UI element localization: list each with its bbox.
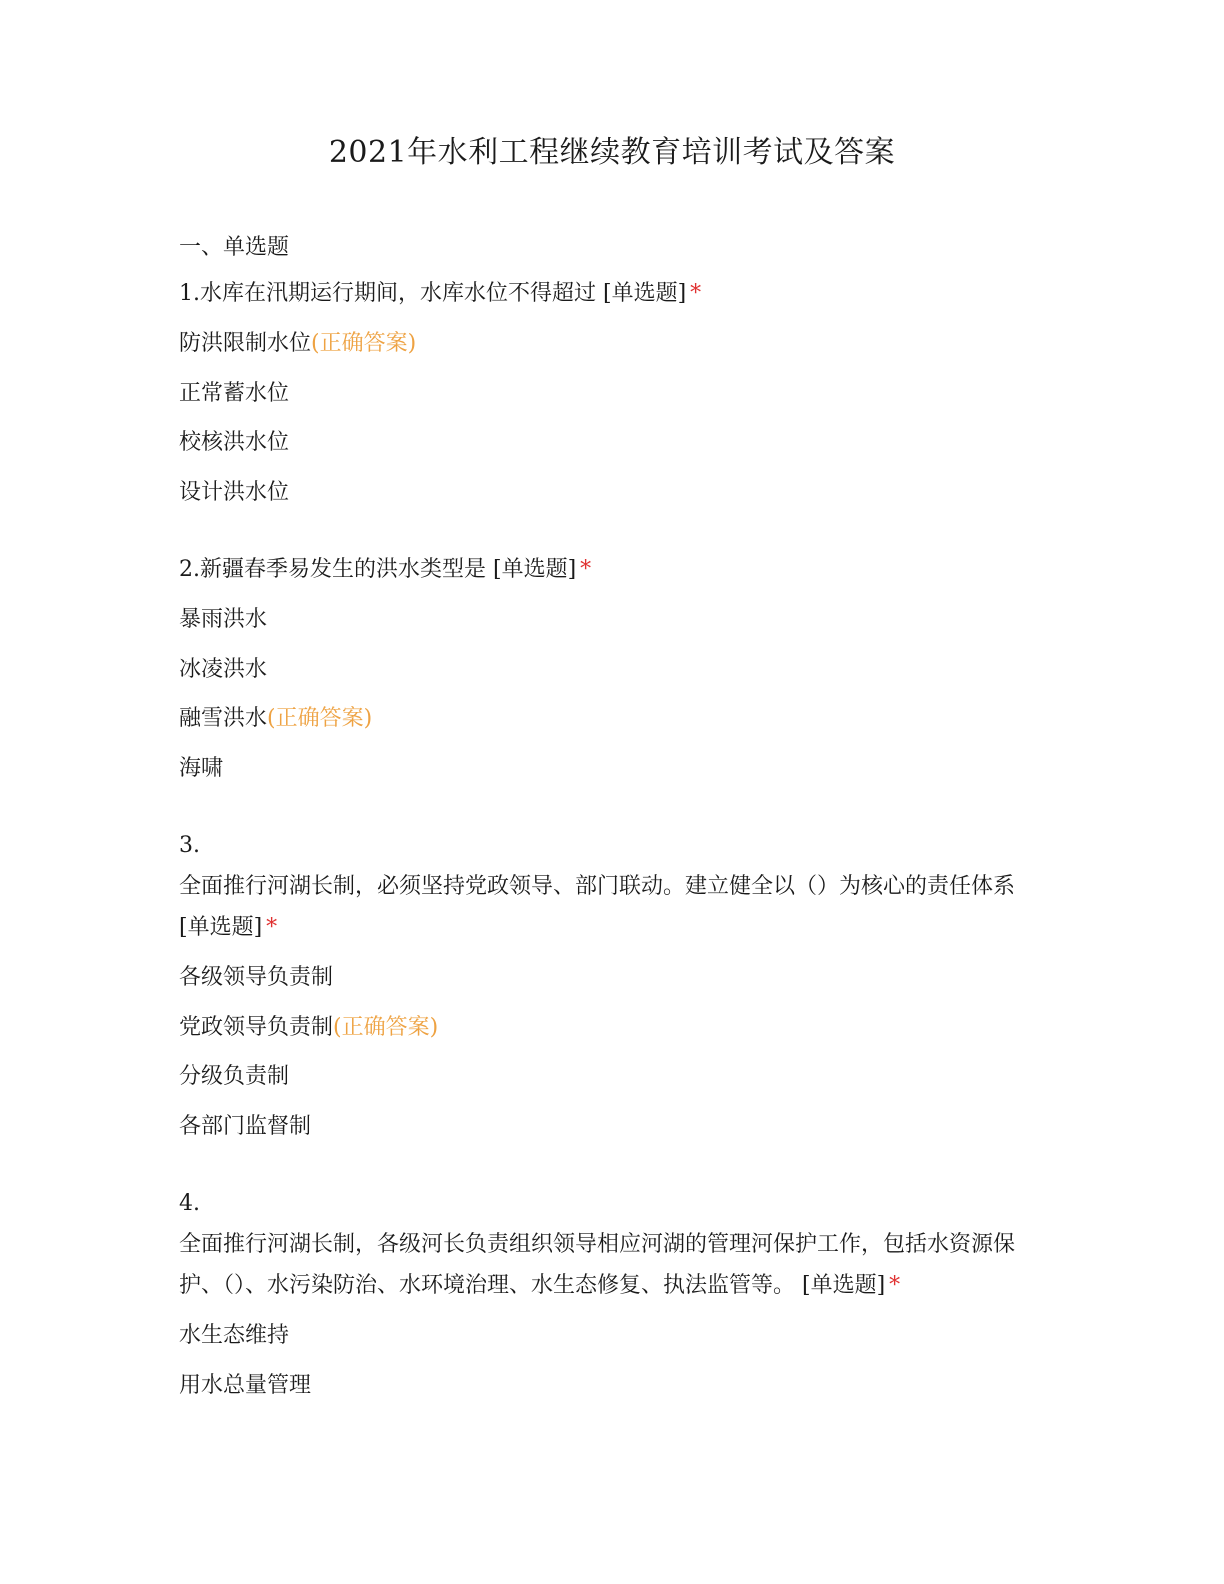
option-2a bbox=[179, 601, 1049, 639]
required-mark: * bbox=[580, 557, 592, 582]
question-number: 4. bbox=[179, 1191, 200, 1216]
required-mark: * bbox=[889, 1273, 901, 1298]
question-spacer bbox=[179, 523, 1049, 549]
option-label: 防洪限制水位 bbox=[179, 331, 312, 356]
question-number: 2. bbox=[179, 557, 200, 582]
question-4-text bbox=[179, 1224, 1049, 1306]
option-label: 海啸 bbox=[179, 755, 224, 781]
question-stem: 全面推行河湖长制，必须坚持党政领导、部门联动。建立健全以（）为核心的责任体系 [单选题] bbox=[179, 874, 1016, 940]
option-label: 各级领导负责制 bbox=[179, 965, 334, 990]
option-3d bbox=[179, 1108, 1049, 1146]
option-label: 设计洪水位 bbox=[179, 479, 290, 505]
option-1a bbox=[179, 325, 1049, 363]
option-label: 冰凌洪水 bbox=[179, 656, 268, 682]
option-label: 校核洪水位 bbox=[179, 430, 290, 455]
question-spacer bbox=[179, 799, 1049, 825]
correct-answer-tag: (正确答案) bbox=[267, 706, 373, 731]
correct-answer-tag: (正确答案) bbox=[311, 331, 417, 356]
question-2 bbox=[179, 549, 1049, 788]
option-label: 融雪洪水 bbox=[179, 706, 268, 731]
question-stem: 水库在汛期运行期间，水库水位不得超过 [单选题] bbox=[200, 281, 687, 306]
section-heading: 一、单选题 bbox=[179, 235, 290, 260]
option-label: 党政领导负责制 bbox=[179, 1014, 334, 1040]
option-3b bbox=[179, 1009, 1049, 1047]
question-stem: 新疆春季易发生的洪水类型是 [单选题] bbox=[200, 557, 577, 582]
document-content bbox=[179, 232, 1049, 1416]
option-1c bbox=[179, 424, 1049, 462]
question-number: 1. bbox=[179, 281, 200, 306]
option-label: 正常蓄水位 bbox=[179, 380, 290, 406]
question-4 bbox=[179, 1183, 1049, 1405]
question-stem: 全面推行河湖长制，各级河长负责组织领导相应河湖的管理河保护工作，包括水资源保护、（）、水污染防治、水环境治理、水生态修复、执法监管等。 [单选题] bbox=[179, 1232, 1016, 1298]
option-1b bbox=[179, 375, 1049, 413]
option-4b bbox=[179, 1367, 1049, 1405]
question-3 bbox=[179, 825, 1049, 1146]
option-label: 各部门监督制 bbox=[179, 1113, 312, 1139]
option-1d bbox=[179, 474, 1049, 512]
question-spacer bbox=[179, 1157, 1049, 1183]
question-2-text bbox=[179, 549, 1049, 590]
question-number: 3. bbox=[179, 833, 200, 858]
option-3c bbox=[179, 1058, 1049, 1096]
question-3-text bbox=[179, 866, 1049, 948]
question-1 bbox=[179, 273, 1049, 512]
option-label: 用水总量管理 bbox=[179, 1372, 312, 1398]
question-1-text bbox=[179, 273, 1049, 314]
document-title: 2021年水利工程继续教育培训考试及答案 bbox=[328, 135, 896, 170]
required-mark: * bbox=[690, 281, 702, 306]
option-label: 暴雨洪水 bbox=[179, 607, 268, 632]
correct-answer-tag: (正确答案) bbox=[333, 1014, 439, 1040]
required-mark: * bbox=[266, 915, 278, 940]
option-label: 水生态维持 bbox=[179, 1323, 290, 1348]
option-2d bbox=[179, 750, 1049, 788]
option-label: 分级负责制 bbox=[179, 1064, 290, 1089]
option-3a bbox=[179, 959, 1049, 997]
option-2b bbox=[179, 651, 1049, 689]
option-4a bbox=[179, 1317, 1049, 1355]
option-2c bbox=[179, 700, 1049, 738]
